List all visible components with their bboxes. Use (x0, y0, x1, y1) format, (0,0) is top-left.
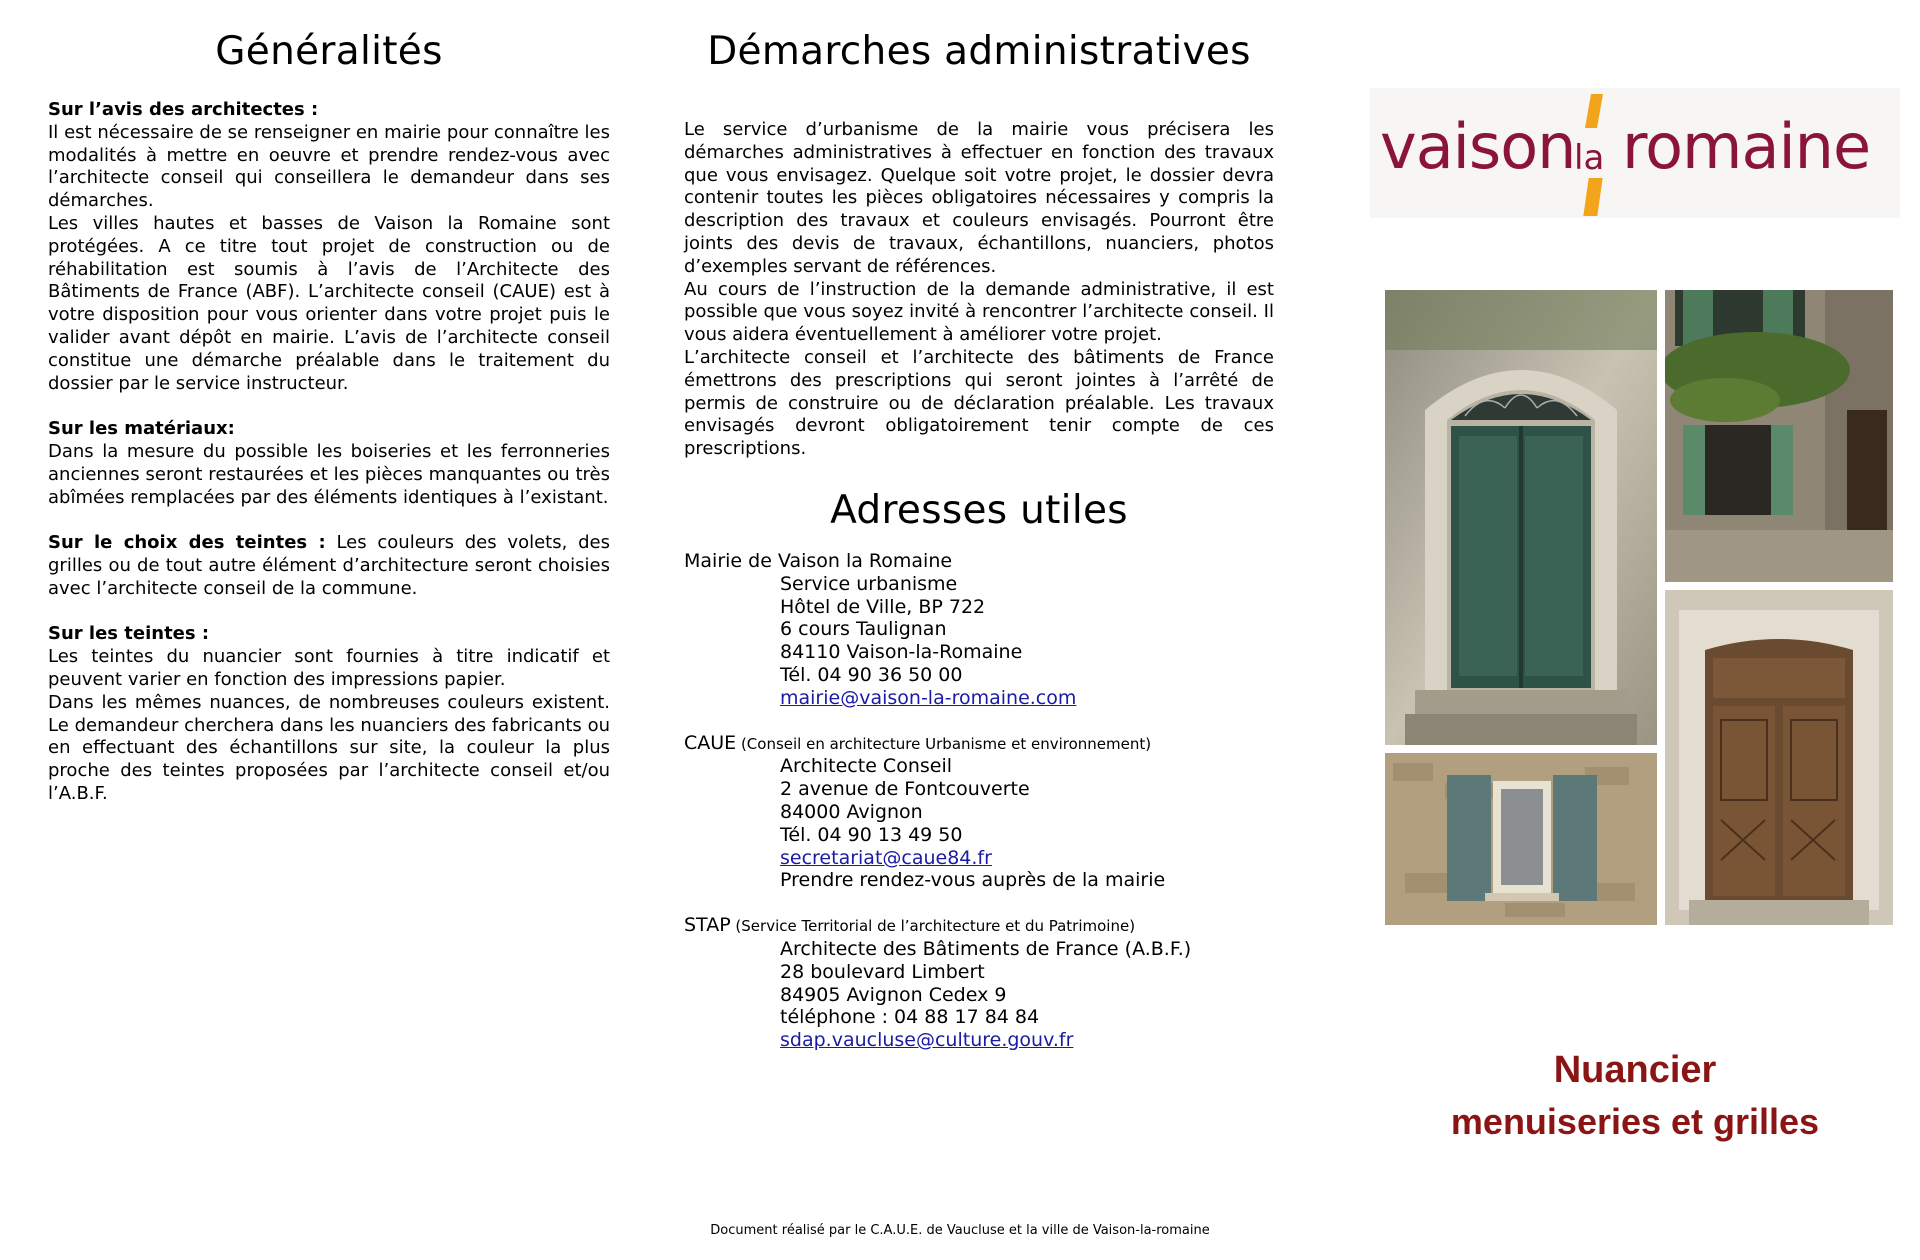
caue-subtitle: (Conseil en architecture Urbanisme et environnement) (736, 734, 1152, 753)
caue-line: 2 avenue de Fontcouverte (780, 778, 1030, 801)
stap-line: Architecte des Bâtiments de France (A.B.F.) (780, 937, 1192, 960)
caue-name: CAUE (684, 731, 737, 754)
stap-name: STAP (684, 914, 731, 937)
mairie-line: Hôtel de Ville, BP 722 (780, 595, 986, 618)
mairie-name: Mairie de Vaison la Romaine (684, 549, 953, 572)
generalites-column (48, 0, 610, 829)
caue-email-link[interactable]: secretariat@caue84.fr (780, 846, 992, 869)
materiaux-text: Dans la mesure du possible les boiseries et les ferronneries anciennes seront restaurées et les pièces manquantes ou très abîmées remplacées par des éléments identiques à l’existant. (48, 440, 610, 508)
photo-wooden-door (1665, 590, 1893, 925)
stap-subtitle: (Service Territorial de l’architecture et du Patrimoine) (730, 917, 1136, 936)
choix-text: Les couleurs des volets, des grilles ou de tout autre élément d’architecture seront choisies avec l’architecte conseil de la commune. (48, 532, 610, 599)
stap-address (684, 914, 1274, 1052)
demarches-para-1: Le service d’urbanisme de la mairie vous précisera les démarches administratives à effectuer en fonction des travaux que vous envisagez. Quelque soit votre projet, le dossier devra contenir toutes les pièces obligatoires nécessaires y compris la description des travaux et couleurs envisagés. Pourront être joints des devis de travaux, échantillons, nuanciers, photos d’exemples servant de références. (684, 119, 1274, 277)
teintes-heading: Sur les teintes : (48, 623, 210, 645)
mairie-line: 6 cours Taulignan (780, 618, 947, 641)
mairie-email-link[interactable]: mairie@vaison-la-romaine.com (780, 686, 1077, 709)
caue-phone: Tél. 04 90 13 49 50 (780, 823, 963, 846)
stap-line: 28 boulevard Limbert (780, 960, 985, 983)
caue-line: Architecte Conseil (780, 755, 953, 778)
nuancier-title: Nuancier (1553, 1049, 1717, 1091)
caue-address (684, 732, 1274, 893)
avis-section (48, 99, 610, 395)
teintes-section (48, 623, 610, 805)
adresses-title: Adresses utiles (830, 487, 1128, 533)
materiaux-heading: Sur les matériaux: (48, 418, 235, 440)
mairie-line: 84110 Vaison-la-Romaine (780, 641, 1023, 664)
mairie-phone: Tél. 04 90 36 50 00 (780, 663, 963, 686)
caue-line: 84000 Avignon (780, 800, 923, 823)
avis-heading: Sur l’avis des architectes : (48, 99, 319, 120)
nuancier-subtitle: menuiseries et grilles (1450, 1101, 1820, 1142)
teintes-text-2: Dans les mêmes nuances, de nombreuses couleurs existent. Le demandeur cherchera dans les nuanciers des fabricants ou en effectuant des échantillons sur site, la couleur la plus proche des teintes proposées par l’architecte conseil et/ou l’A.B.F. (48, 691, 610, 804)
photo-green-shutters (1665, 290, 1893, 582)
demarches-column (684, 0, 1274, 1052)
generalites-title: Généralités (215, 29, 443, 74)
stap-line: 84905 Avignon Cedex 9 (780, 983, 1007, 1006)
footer-credit: Document réalisé par le C.A.U.E. de Vaucluse et la ville de Vaison-la-romaine (710, 1223, 1210, 1238)
materiaux-section (48, 418, 610, 509)
logo-word-la: la (1574, 138, 1605, 178)
demarches-title: Démarches administratives (707, 29, 1251, 74)
avis-text-2: Les villes hautes et basses de Vaison la Romaine sont protégées. A ce titre tout projet de construction ou de réhabilitation est soumis à l’avis de l’Architecte des Bâtiments de France (ABF). L’architecte conseil (CAUE) est à votre disposition pour vous orienter dans votre projet puis le valider avant dépôt en mairie. L’avis de l’architecte conseil constitue une démarche préalable dans le traitement du dossier par le service instructeur. (48, 212, 610, 394)
stap-phone: téléphone : 04 88 17 84 84 (780, 1006, 1040, 1029)
logo-accent-mark (1583, 178, 1602, 216)
logo-word-vaison: vaison (1380, 110, 1576, 183)
teintes-text-1: Les teintes du nuancier sont fournies à titre indicatif et peuvent varier en fonction des impressions papier. (48, 646, 610, 690)
logo-word-romaine: romaine (1622, 110, 1871, 183)
avis-text-1: Il est nécessaire de se renseigner en mairie pour connaître les modalités à mettre en oeuvre et prendre rendez-vous avec l’architecte conseil qui conseillera le demandeur dans ses démarches. (48, 121, 610, 212)
stap-email-link[interactable]: sdap.vaucluse@culture.gouv.fr (780, 1029, 1074, 1052)
caue-note: Prendre rendez-vous auprès de la mairie (780, 869, 1166, 892)
demarches-para-3: L’architecte conseil et l’architecte des bâtiments de France émettrons des prescriptions qui seront jointes à l’arrêté de permis de construire ou de déclaration préalable. Les travaux envisagés devront obligatoirement tenir compte de ces prescriptions. (684, 346, 1274, 460)
photo-window-shutters (1385, 753, 1657, 925)
choix-heading: Sur le choix des teintes : (48, 532, 326, 554)
mairie-line: Service urbanisme (780, 572, 958, 595)
demarches-para-2: Au cours de l’instruction de la demande administrative, il est possible que vous soyez invité à rencontrer l’architecte conseil. Il vous aidera éventuellement à améliorer votre projet. (684, 278, 1274, 346)
logo-accent-mark (1585, 94, 1603, 128)
choix-section (48, 532, 610, 600)
mairie-address (684, 550, 1274, 710)
vaison-logo (1370, 88, 1900, 218)
photo-green-door (1385, 290, 1657, 745)
